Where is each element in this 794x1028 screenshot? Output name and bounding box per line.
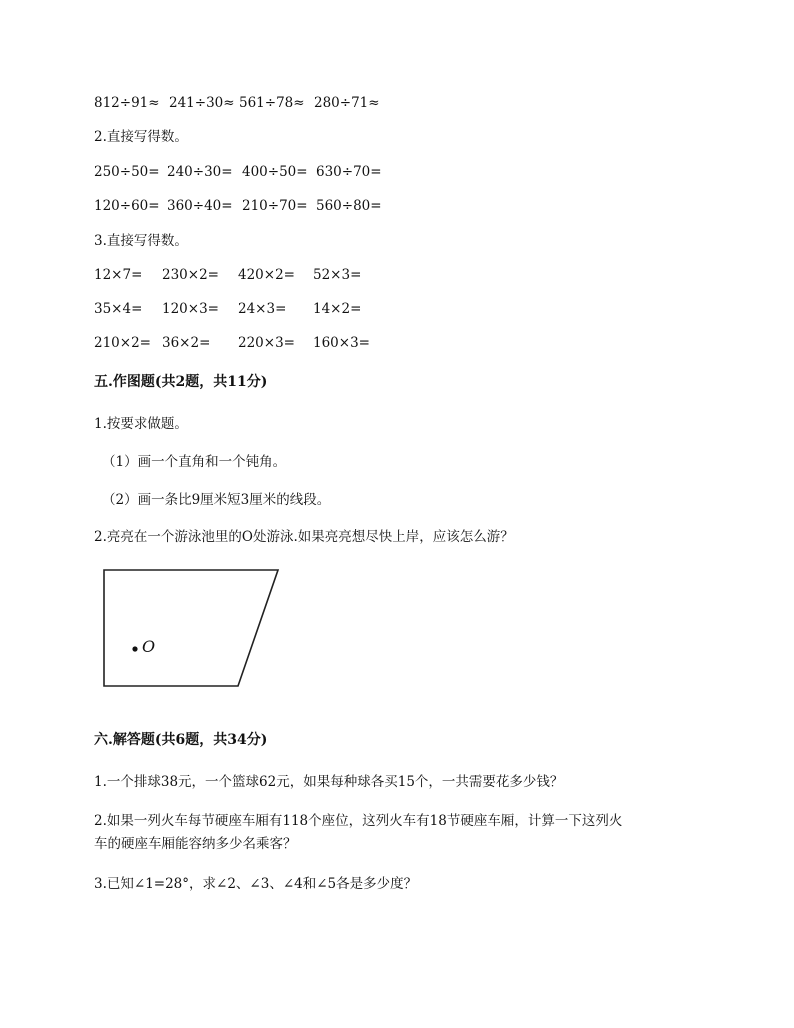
- q3-row-3: [94, 334, 370, 352]
- math-item: 250÷50=: [94, 164, 160, 180]
- q2-title: 2.直接写得数。: [94, 129, 188, 145]
- math-item: 240÷30=: [167, 164, 233, 180]
- math-item: 560÷80=: [316, 198, 382, 214]
- math-item: 280÷71≈: [314, 95, 380, 111]
- math-item: 400÷50=: [242, 164, 308, 180]
- s5-q1-item-2: （2）画一条比9厘米短3厘米的线段。: [102, 492, 331, 508]
- math-item: 220×3=: [238, 335, 295, 351]
- math-item: 561÷78≈: [239, 95, 305, 111]
- q3-title: 3.直接写得数。: [94, 233, 188, 249]
- math-item: 120×3=: [162, 301, 219, 317]
- section-5-heading: 五.作图题(共2题，共11分): [94, 374, 268, 390]
- math-item: 812÷91≈: [94, 95, 160, 111]
- q3-row-2: [94, 300, 361, 318]
- math-item: 24×3=: [238, 301, 287, 317]
- math-item: 360÷40=: [167, 198, 233, 214]
- math-item: 420×2=: [238, 267, 295, 283]
- pool-outline: [104, 570, 278, 686]
- s5-q1-item-1: （1）画一个直角和一个钝角。: [102, 454, 287, 470]
- s6-q2-line-2: 车的硬座车厢能容纳多少名乘客？: [94, 836, 297, 852]
- math-item: 210×2=: [94, 335, 151, 351]
- math-item: 36×2=: [162, 335, 211, 351]
- point-o-label: O: [142, 637, 156, 656]
- math-item: 230×2=: [162, 267, 219, 283]
- s6-q3: 3.已知∠1=28°，求∠2、∠3、∠4和∠5各是多少度？: [94, 876, 418, 892]
- s5-q2-text: 2.亮亮在一个游泳池里的O处游泳.如果亮亮想尽快上岸，应该怎么游？: [94, 529, 514, 545]
- math-item: 241÷30≈: [169, 95, 235, 111]
- q3-row-1: [94, 266, 361, 284]
- q1-estimate-row: [94, 94, 380, 112]
- math-item: 630÷70=: [316, 164, 382, 180]
- math-item: 160×3=: [313, 335, 370, 351]
- point-o-dot: [132, 646, 137, 651]
- q2-row-1: [94, 163, 382, 181]
- math-item: 14×2=: [313, 301, 362, 317]
- math-item: 12×7=: [94, 267, 143, 283]
- math-item: 120÷60=: [94, 198, 160, 214]
- math-item: 52×3=: [313, 267, 362, 283]
- section-6-heading: 六.解答题(共6题，共34分): [94, 732, 268, 748]
- math-item: 210÷70=: [242, 198, 308, 214]
- s6-q2-line-1: 2.如果一列火车每节硬座车厢有118个座位，这列火车有18节硬座车厢，计算一下这列火: [94, 813, 623, 829]
- math-item: 35×4=: [94, 301, 143, 317]
- s6-q1: 1.一个排球38元，一个篮球62元，如果每种球各买15个，一共需要花多少钱？: [94, 774, 564, 790]
- q2-row-2: [94, 197, 382, 215]
- pool-figure: [100, 566, 284, 692]
- s5-q1-title: 1.按要求做题。: [94, 416, 188, 432]
